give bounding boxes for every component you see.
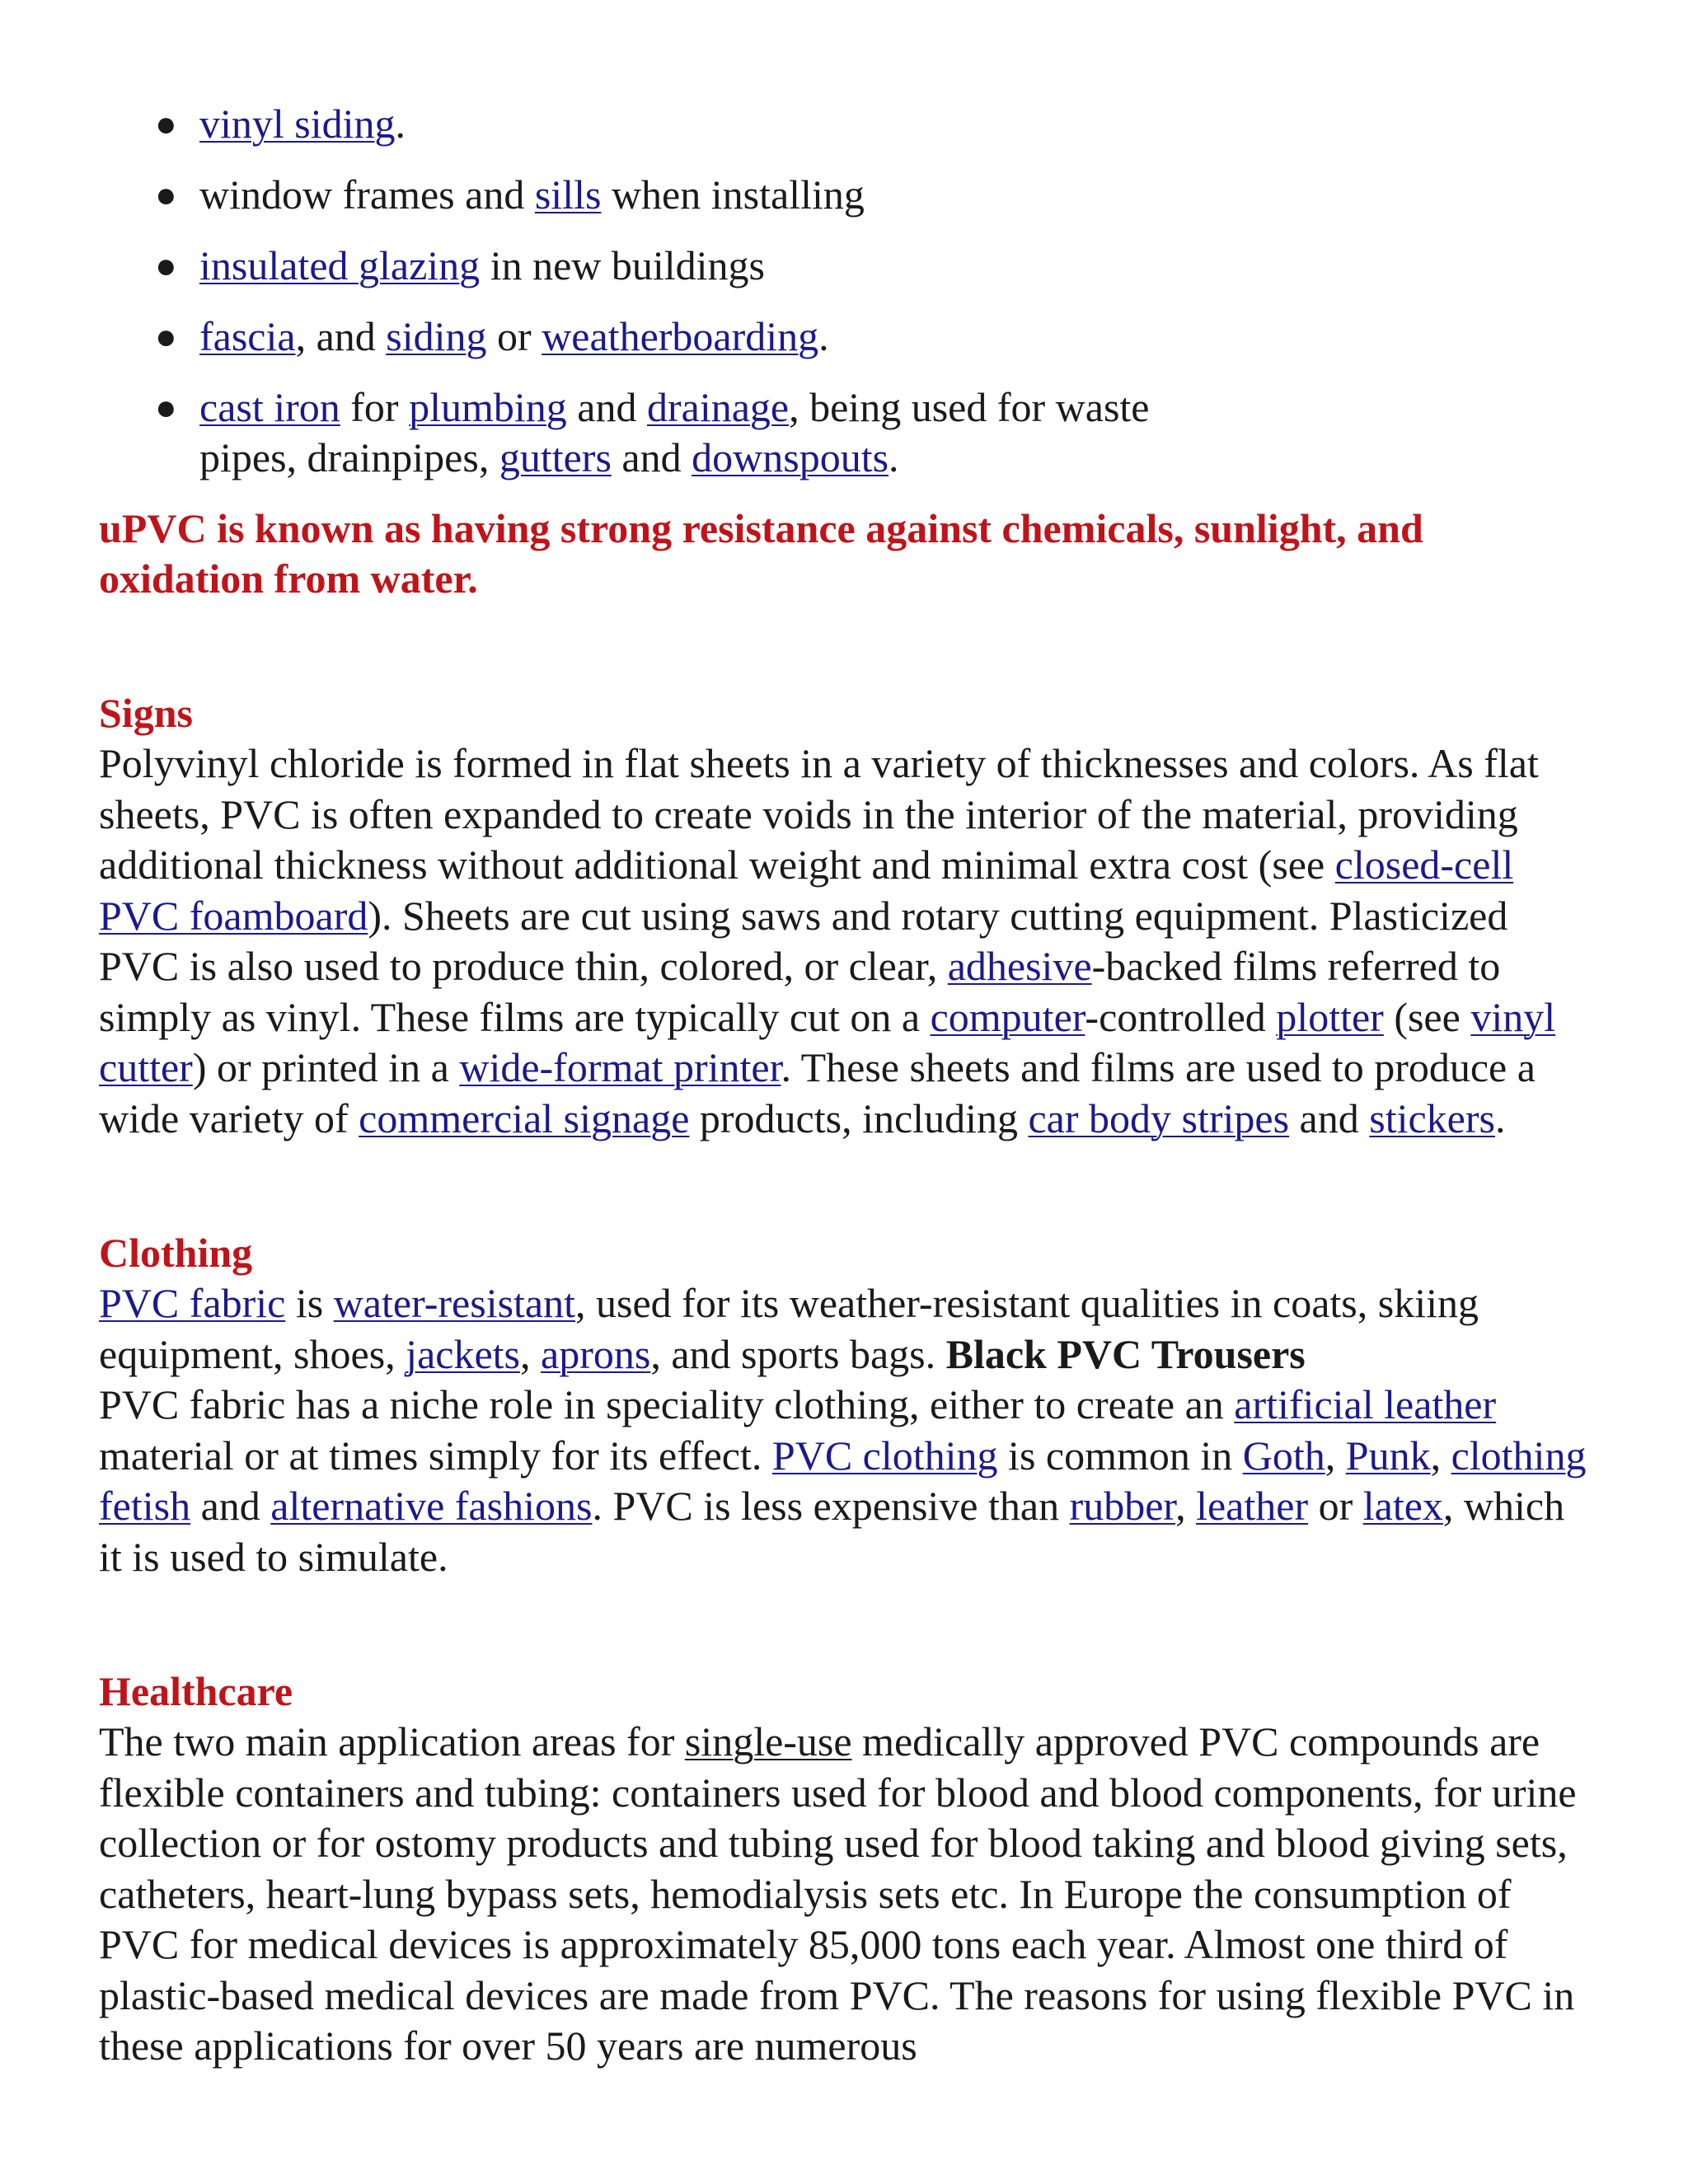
healthcare-section <box>99 1666 1589 2072</box>
bullet-icon: ● <box>155 246 177 286</box>
link-goth[interactable]: Goth <box>1242 1432 1325 1479</box>
link-artificial-leather[interactable]: artificial leather <box>1234 1381 1497 1427</box>
link-stickers[interactable]: stickers <box>1369 1094 1495 1141</box>
link-fascia[interactable]: fascia <box>199 313 296 359</box>
link-pvc-fabric[interactable]: PVC fabric <box>99 1280 286 1326</box>
link-aprons[interactable]: aprons <box>541 1330 651 1377</box>
list-item: ● vinyl siding. <box>199 99 1589 149</box>
link-closed-cell-foamboard[interactable]: closed-cell PVC foamboard <box>99 841 1514 939</box>
clothing-heading: Clothing <box>99 1230 253 1276</box>
bullet-icon: ● <box>155 175 177 215</box>
link-commercial-signage[interactable]: commercial signage <box>359 1094 690 1141</box>
clothing-paragraph: PVC fabric is water-resistant, used for its weather-resistant qualities in coats, skiing equipment, shoes, jackets, aprons, and sports bags. Black PVC Trousers PVC fabric has a niche role in speciality clothing, either to create an artificial leather material or at times simply for its effect. PVC clothing is common in Goth, Punk, clothing fetish and alternative fashions. PVC is less expensive than rubber, leather or latex, which it is used to simulate. <box>99 1280 1587 1580</box>
single-use-term: single-use <box>684 1718 852 1765</box>
link-drainage[interactable]: drainage <box>646 384 790 430</box>
link-pvc-clothing[interactable]: PVC clothing <box>771 1432 998 1479</box>
bold-black-pvc-trousers: Black PVC Trousers <box>945 1330 1306 1377</box>
link-downspouts[interactable]: downspouts <box>692 434 889 480</box>
list-item: ● fascia, and siding or weatherboarding. <box>199 312 1589 362</box>
bullet-icon: ● <box>155 104 177 144</box>
link-siding[interactable]: siding <box>386 313 487 359</box>
list-item: ● insulated glazing in new buildings <box>199 241 1589 291</box>
link-clothing-fetish[interactable]: clothing fetish <box>99 1432 1587 1529</box>
link-gutters[interactable]: gutters <box>499 434 612 480</box>
link-jackets[interactable]: jackets <box>406 1330 520 1377</box>
upvc-highlight: uPVC is known as having strong resistance against chemicals, sunlight, and oxidation from water. <box>99 505 1423 602</box>
link-wide-format-printer[interactable]: wide-format printer <box>459 1044 781 1090</box>
bullet-icon: ● <box>155 316 177 357</box>
link-vinyl-siding[interactable]: vinyl siding <box>199 101 396 147</box>
link-leather[interactable]: leather <box>1196 1483 1309 1529</box>
link-latex[interactable]: latex <box>1362 1483 1443 1529</box>
link-insulated-glazing[interactable]: insulated glazing <box>199 242 481 288</box>
link-cast-iron[interactable]: cast iron <box>199 384 340 430</box>
healthcare-heading: Healthcare <box>99 1668 293 1714</box>
clothing-section <box>99 1228 1589 1582</box>
link-computer[interactable]: computer <box>930 993 1085 1040</box>
bullet-icon: ● <box>155 387 177 428</box>
link-punk[interactable]: Punk <box>1345 1432 1431 1479</box>
link-rubber[interactable]: rubber <box>1069 1483 1176 1529</box>
signs-heading: Signs <box>99 690 193 736</box>
link-plotter[interactable]: plotter <box>1276 993 1384 1040</box>
healthcare-paragraph: The two main application areas for single-use medically approved PVC compounds are flexible containers and tubing: containers used for blood and blood components, for urine collection or for ostomy products and tubing used for blood taking and blood giving sets, catheters, heart-lung bypass sets, hemodialysis sets etc. In Europe the consumption of PVC for medical devices is approximately 85,000 tons each year. Almost one third of plastic-based medical devices are made from PVC. The reasons for using flexible PVC in these applications for over 50 years are numerous <box>99 1718 1577 2069</box>
list-item: ● window frames and sills when installing <box>199 170 1589 220</box>
link-car-body-stripes[interactable]: car body stripes <box>1028 1094 1290 1141</box>
link-water-resistant[interactable]: water-resistant <box>333 1280 576 1326</box>
list-item: ● cast iron for plumbing and drainage, being used for waste pipes, drainpipes, gutters and downspouts. <box>155 384 1150 480</box>
signs-section <box>99 688 1589 1144</box>
link-weatherboarding[interactable]: weatherboarding <box>542 313 819 359</box>
document-content <box>99 99 1589 2072</box>
signs-paragraph: Polyvinyl chloride is formed in flat sheets in a variety of thicknesses and colors. As flat sheets, PVC is often expanded to create voids in the interior of the material, providing additional thickness without additional weight and minimal extra cost (see closed-cell PVC foamboard). Sheets are cut using saws and rotary cutting equipment. Plasticized PVC is also used to produce thin, colored, or clear, adhesive-backed films referred to simply as vinyl. These films are typically cut on a computer-controlled plotter (see vinyl cutter) or printed in a wide-format printer. These sheets and films are used to produce a wide variety of commercial signage products, including car body stripes and stickers. <box>99 740 1556 1141</box>
link-sills[interactable]: sills <box>534 171 602 218</box>
applications-list <box>99 99 1589 483</box>
link-plumbing[interactable]: plumbing <box>409 384 567 430</box>
link-adhesive[interactable]: adhesive <box>947 943 1092 989</box>
link-vinyl-cutter[interactable]: vinyl cutter <box>99 993 1556 1090</box>
link-alternative-fashions[interactable]: alternative fashions <box>270 1483 593 1529</box>
